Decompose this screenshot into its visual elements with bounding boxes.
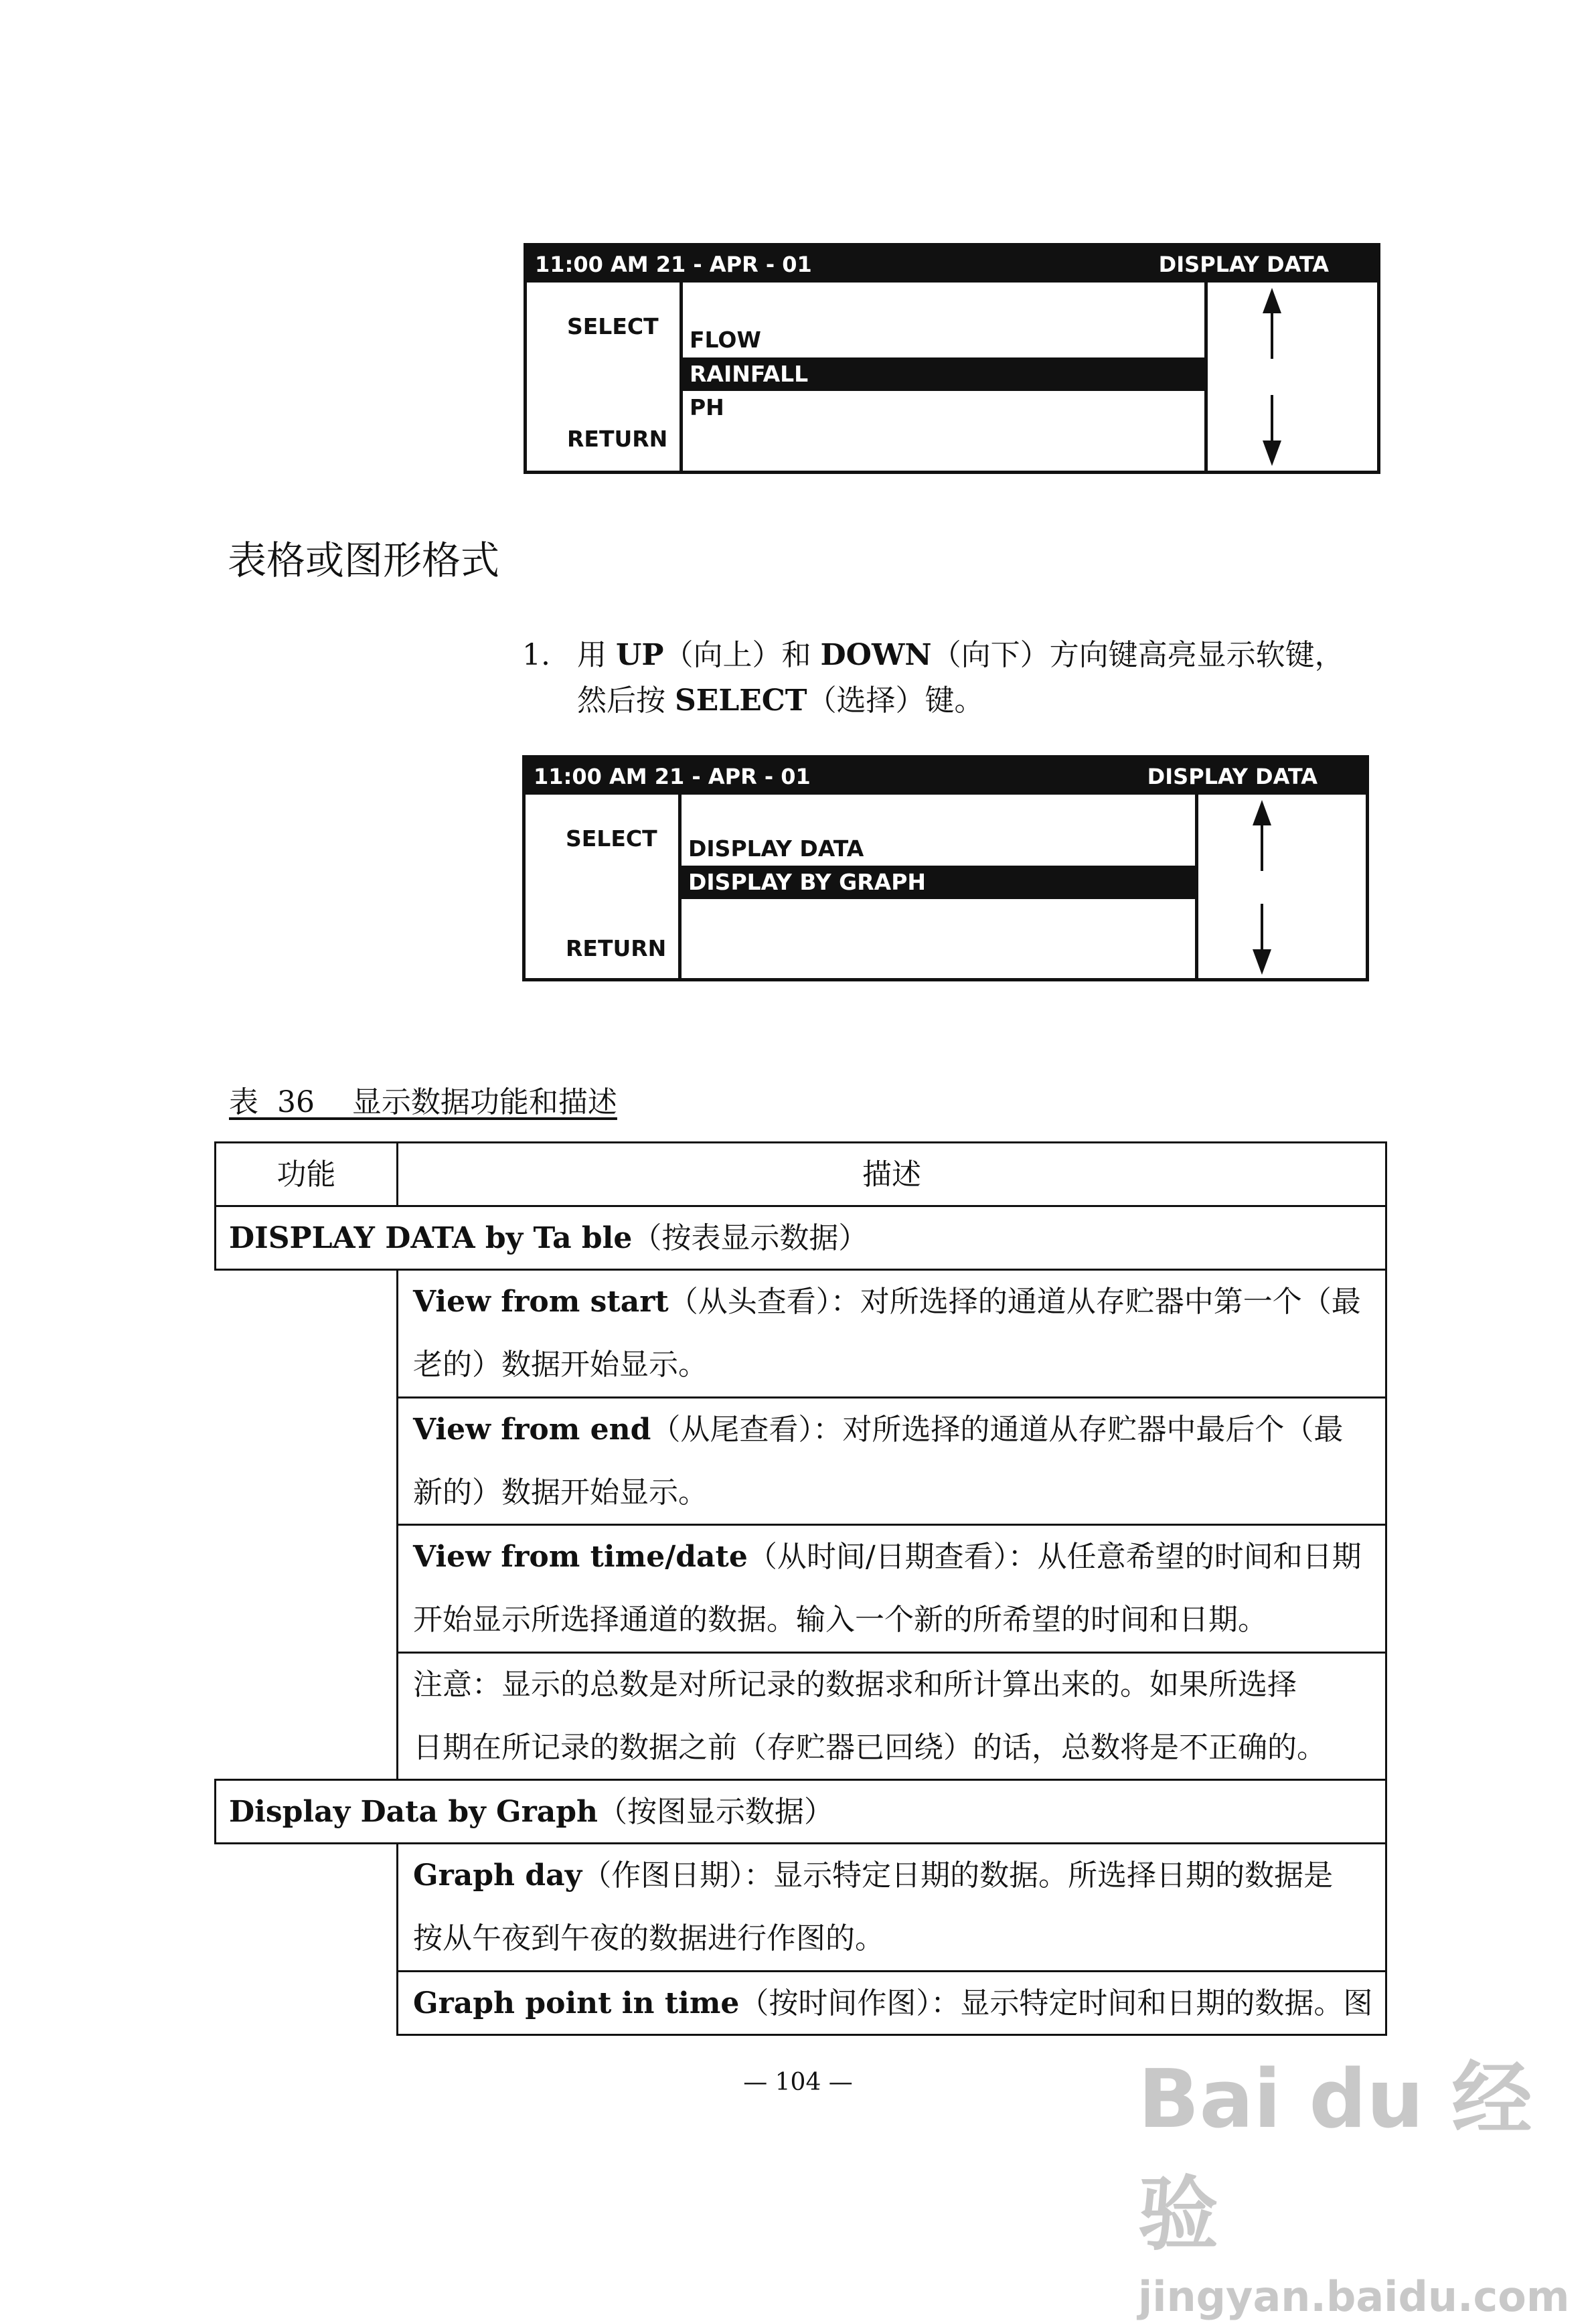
watermark-brand: Bai du 经验: [1138, 2053, 1532, 2261]
status-bar: [527, 246, 1377, 283]
section-display-data-by-table: DISPLAY DATA by Ta ble（按表显示数据）: [229, 1221, 868, 1255]
return-softkey[interactable]: RETURN: [566, 935, 667, 961]
select-softkey[interactable]: SELECT: [567, 313, 659, 339]
section-heading: 表格或图形格式: [228, 538, 500, 583]
table-row-view-from-time-date: View from time/date（从时间/日期查看）：从任意希望的时间和日期 开始显示所选择通道的数据。输入一个新的所希望的时间和日期。: [413, 1540, 1362, 1637]
scroll-up-arrow-icon[interactable]: [1249, 799, 1275, 872]
select-softkey[interactable]: SELECT: [566, 825, 657, 852]
list-item-rainfall[interactable]: RAINFALL: [683, 357, 1204, 391]
list-item-flow[interactable]: FLOW: [690, 327, 761, 353]
page-number: — 104 —: [743, 2069, 853, 2096]
watermark: [1138, 2035, 1596, 2321]
mode-title: DISPLAY DATA: [1147, 764, 1318, 789]
table-caption: 表 36 显示数据功能和描述: [229, 1085, 617, 1119]
list-item-ph[interactable]: PH: [690, 394, 724, 420]
status-bar: [526, 758, 1366, 795]
watermark-url: jingyan.baidu.com: [1138, 2272, 1570, 2321]
header-function: 功能: [276, 1157, 336, 1192]
lcd-screen-channel-select: [524, 243, 1380, 474]
table-row-graph-day: Graph day（作图日期）：显示特定日期的数据。所选择日期的数据是 按从午夜到午夜的数据进行作图的。: [413, 1858, 1334, 1955]
return-softkey[interactable]: RETURN: [567, 426, 668, 452]
mode-title: DISPLAY DATA: [1158, 252, 1329, 277]
scroll-down-arrow-icon[interactable]: [1259, 394, 1285, 467]
time-readout: 11:00 AM 21 - APR - 01: [534, 764, 811, 789]
scroll-down-arrow-icon[interactable]: [1249, 902, 1275, 976]
header-description: 描述: [862, 1157, 921, 1192]
section-display-data-by-graph: Display Data by Graph（按图显示数据）: [229, 1795, 834, 1829]
table-row-view-from-start: View from start（从头查看）：对所选择的通道从存贮器中第一个（最 老的）数据开始显示。: [413, 1285, 1361, 1382]
time-readout: 11:00 AM 21 - APR - 01: [535, 252, 812, 277]
table-row-view-from-end: View from end（从尾查看）：对所选择的通道从存贮器中最后个（最 新的）数据开始显示。: [413, 1413, 1344, 1510]
list-item-display-by-graph[interactable]: DISPLAY BY GRAPH: [682, 866, 1195, 899]
table-row-graph-point-in-time: Graph point in time（按时间作图）：显示特定时间和日期的数据。图: [413, 1986, 1373, 2020]
list-item-display-data[interactable]: DISPLAY DATA: [688, 835, 864, 862]
table-row-note: 注意：显示的总数是对所记录的数据求和所计算出来的。如果所选择 日期在所记录的数据之前（存贮器已回绕）的话，总数将是不正确的。: [413, 1668, 1326, 1765]
step-number: 1.: [522, 638, 550, 672]
lcd-screen-display-mode: [522, 755, 1369, 981]
scroll-up-arrow-icon[interactable]: [1259, 287, 1285, 360]
